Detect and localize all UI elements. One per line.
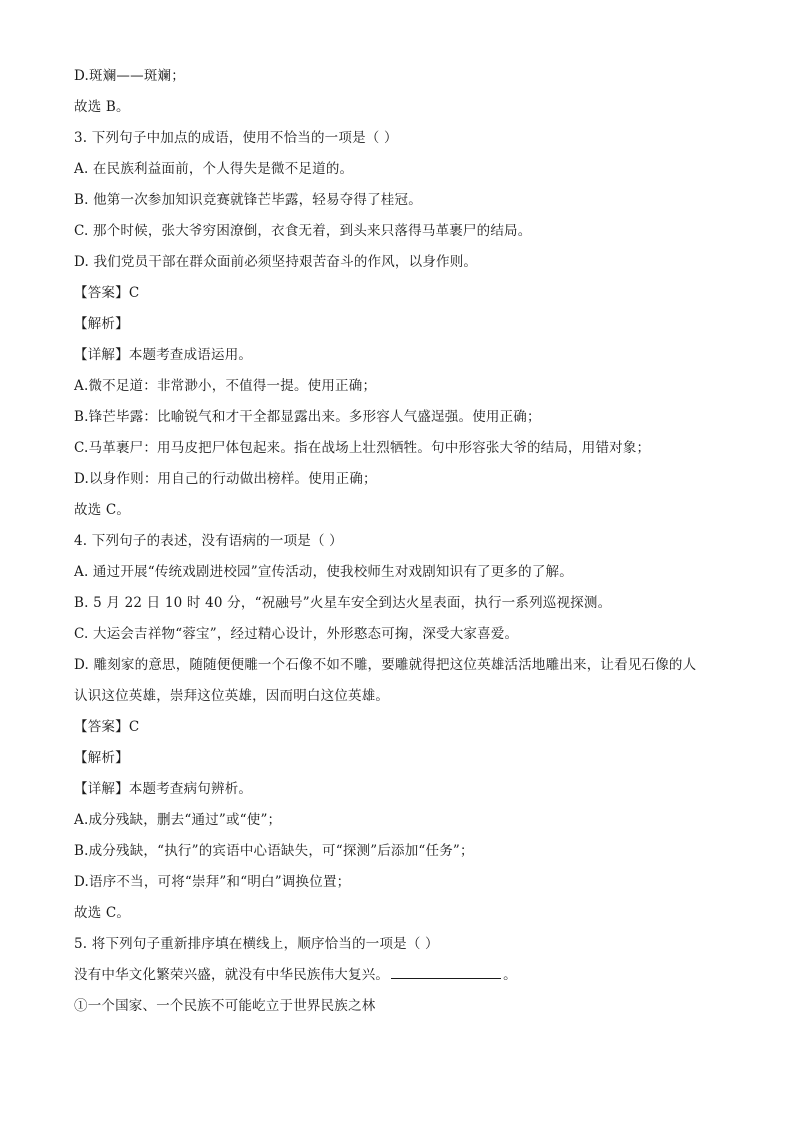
question-3-explanation-b: B.锋芒毕露：比喻锐气和才干全都显露出来。多形容人气盛逞强。使用正确； [74,409,541,425]
fill-blank [391,964,501,979]
question-3-explanation-a: A.微不足道：非常渺小，不值得一提。使用正确； [74,378,377,394]
question-3-answer [74,278,724,309]
detail-tag: 【详解】 [74,781,129,797]
answer-tag: 【答案】 [74,719,129,735]
question-5-item-1: ①一个国家、一个民族不可能屹立于世界民族之林 [74,998,376,1014]
question-4-option-c: C. 大运会吉祥物“蓉宝”，经过精心设计，外形憨态可掬，深受大家喜爱。 [74,626,519,642]
question-3-explanation-d: D.以身作则：用自己的行动做出榜样。使用正确； [74,471,377,487]
question-3-option-a: A. 在民族利益面前，个人得失是微不足道的。 [74,161,354,177]
question-5-context [74,960,724,991]
text-line: D.斑斓——斑斓； [74,68,185,84]
question-4-analysis-tag: 【解析】 [74,750,129,766]
question-4-answer [74,712,724,743]
question-3-option-b: B. 他第一次参加知识竞赛就锋芒毕露，轻易夺得了桂冠。 [74,192,422,208]
question-4-explanation-b: B.成分残缺，“执行”的宾语中心语缺失，可“探测”后添加“任务”； [74,843,474,859]
question-4-option-d-line1: D. 雕刻家的意思，随随便便雕一个石像不如不雕，要雕就得把这位英雄活活地雕出来，让看见石像的人 [74,657,697,673]
document-page [74,61,724,1022]
answer-tag: 【答案】 [74,285,129,301]
question-3-stem: 3. 下列句子中加点的成语，使用不恰当的一项是（ ） [74,130,398,146]
detail-text: 本题考查成语运用。 [128,347,253,363]
detail-text: 本题考查病句辨析。 [128,781,253,797]
detail-tag: 【详解】 [74,347,129,363]
question-4-option-a: A. 通过开展“传统戏剧进校园”宣传活动，使我校师生对戏剧知识有了更多的了解。 [74,564,573,580]
question-4-conclusion: 故选 C。 [74,905,131,921]
question-3-option-c: C. 那个时候，张大爷穷困潦倒，衣食无着，到头来只落得马革裹尸的结局。 [74,223,532,239]
question-3-explanation-c: C.马革裹尸：用马皮把尸体包起来。指在战场上壮烈牺牲。句中形容张大爷的结局，用错对象； [74,440,651,456]
question-4-explanation-a: A.成分残缺，删去“通过”或“使”； [74,812,282,828]
question-4-explanation-d: D.语序不当，可将“崇拜”和“明白”调换位置； [74,874,351,890]
question-3-detail [74,340,724,371]
answer-value: C [128,285,140,301]
question-3-option-d: D. 我们党员干部在群众面前必须坚持艰苦奋斗的作风，以身作则。 [74,254,478,270]
text-line: 故选 B。 [74,99,130,115]
question-4-option-b: B. 5 月 22 日 10 时 40 分，“祝融号”火星车安全到达火星表面，执行一系列巡视探测。 [74,595,612,611]
context-end: 。 [503,967,517,983]
context-text: 没有中华文化繁荣兴盛，就没有中华民族伟大复兴。 [74,967,390,983]
answer-value: C [128,719,140,735]
question-3-conclusion: 故选 C。 [74,502,131,518]
question-4-stem: 4. 下列句子的表述，没有语病的一项是（ ） [74,533,343,549]
question-5-stem: 5. 将下列句子重新排序填在横线上，顺序恰当的一项是（ ） [74,936,439,952]
question-4-option-d-line2: 认识这位英雄，崇拜这位英雄，因而明白这位英雄。 [74,688,390,704]
question-3-analysis-tag: 【解析】 [74,316,129,332]
question-4-detail [74,774,724,805]
